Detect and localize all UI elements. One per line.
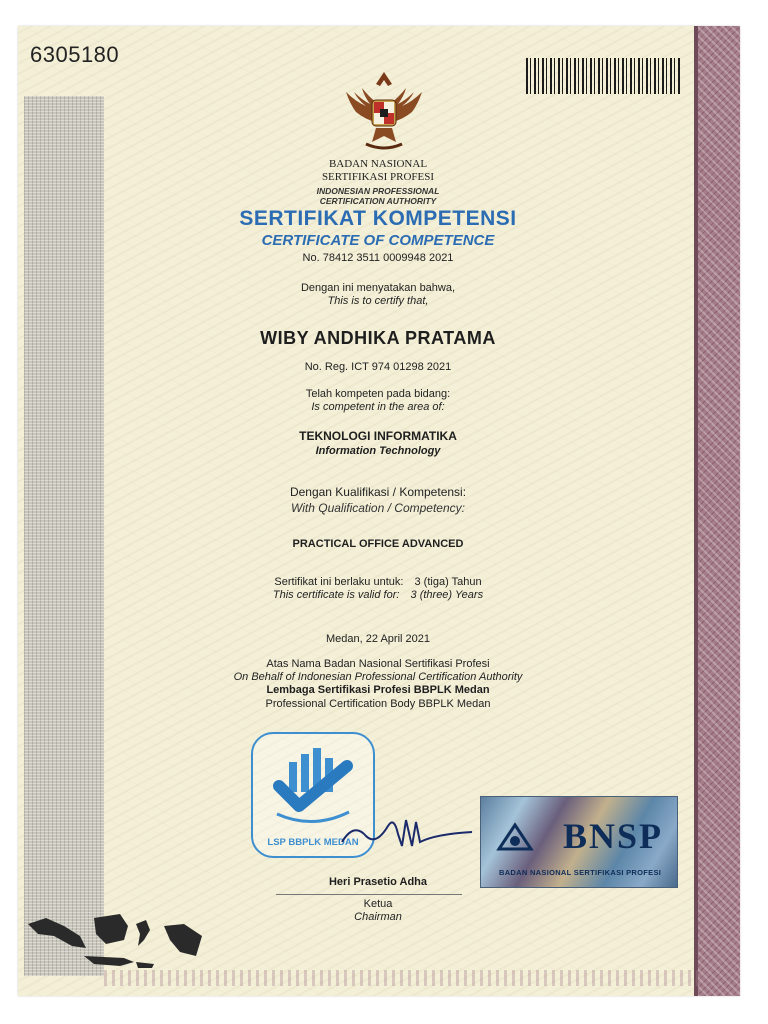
validity-value-en: 3 (three) Years bbox=[410, 589, 484, 601]
qualification-label-id: Dengan Kualifikasi / Kompetensi: bbox=[289, 485, 467, 499]
competence-value-id: TEKNOLOGI INFORMATIKA bbox=[299, 429, 457, 443]
validity-value-id: 3 (tiga) Tahun bbox=[414, 576, 482, 588]
validity-row-id bbox=[168, 576, 588, 588]
certificate-subtitle: CERTIFICATE OF COMPETENCE bbox=[261, 232, 495, 249]
registration-number: No. Reg. ICT 974 01298 2021 bbox=[304, 361, 452, 373]
validity-label-en: This certificate is valid for: bbox=[272, 589, 400, 601]
serial-number: 6305180 bbox=[30, 42, 120, 67]
authority-name-en bbox=[118, 186, 638, 206]
certificate-paper bbox=[18, 26, 740, 996]
competence-label-en: Is competent in the area of: bbox=[311, 401, 445, 413]
on-behalf-id: Atas Nama Badan Nasional Sertifikasi Profesi bbox=[266, 658, 490, 670]
barcode bbox=[526, 58, 682, 94]
authority-name-id bbox=[118, 158, 638, 184]
signatory-title-en: Chairman bbox=[354, 911, 402, 923]
certify-text-id: Dengan ini menyatakan bahwa, bbox=[300, 282, 456, 294]
place-date: Medan, 22 April 2021 bbox=[326, 633, 430, 645]
bnsp-mark-icon bbox=[495, 817, 535, 857]
validity-row-en bbox=[168, 589, 588, 601]
guilloche-border bbox=[698, 26, 740, 996]
hologram-subtext: BADAN NASIONAL SERTIFIKASI PROFESI bbox=[499, 868, 662, 877]
garuda-emblem-icon bbox=[336, 62, 432, 158]
qualification-label-en: With Qualification / Competency: bbox=[291, 501, 465, 515]
signatory-name: Heri Prasetio Adha bbox=[328, 876, 427, 888]
signatory-title-id: Ketua bbox=[363, 898, 393, 910]
certificate-title: SERTIFIKAT KOMPETENSI bbox=[239, 207, 517, 230]
certification-body-id: Lembaga Sertifikasi Profesi BBPLK Medan bbox=[266, 684, 490, 696]
authority-en-line-2: CERTIFICATION AUTHORITY bbox=[319, 196, 437, 206]
validity-label-id: Sertifikat ini berlaku untuk: bbox=[274, 576, 404, 588]
hologram-text: BNSP bbox=[562, 816, 663, 856]
holder-name: WIBY ANDHIKA PRATAMA bbox=[260, 328, 496, 348]
authority-line-1: BADAN NASIONAL bbox=[328, 158, 428, 170]
bnsp-hologram bbox=[480, 796, 678, 888]
indonesia-map-icon bbox=[24, 906, 204, 978]
competence-label-id: Telah kompeten pada bidang: bbox=[305, 388, 451, 400]
signature-icon bbox=[336, 812, 476, 852]
signature-line bbox=[276, 894, 462, 895]
qualification-value: PRACTICAL OFFICE ADVANCED bbox=[292, 538, 464, 550]
certify-text-en: This is to certify that, bbox=[327, 295, 429, 307]
competence-value-en: Information Technology bbox=[315, 445, 441, 457]
authority-en-line-1: INDONESIAN PROFESSIONAL bbox=[316, 186, 440, 196]
on-behalf-en: On Behalf of Indonesian Professional Certification Authority bbox=[233, 671, 523, 683]
certificate-number: No. 78412 3511 0009948 2021 bbox=[302, 252, 454, 264]
authority-line-2: SERTIFIKASI PROFESI bbox=[321, 171, 435, 183]
certification-body-en: Professional Certification Body BBPLK Medan bbox=[265, 698, 491, 710]
lsp-logo-label: LSP BBPLK MEDAN bbox=[267, 837, 359, 848]
security-strip bbox=[24, 96, 104, 976]
